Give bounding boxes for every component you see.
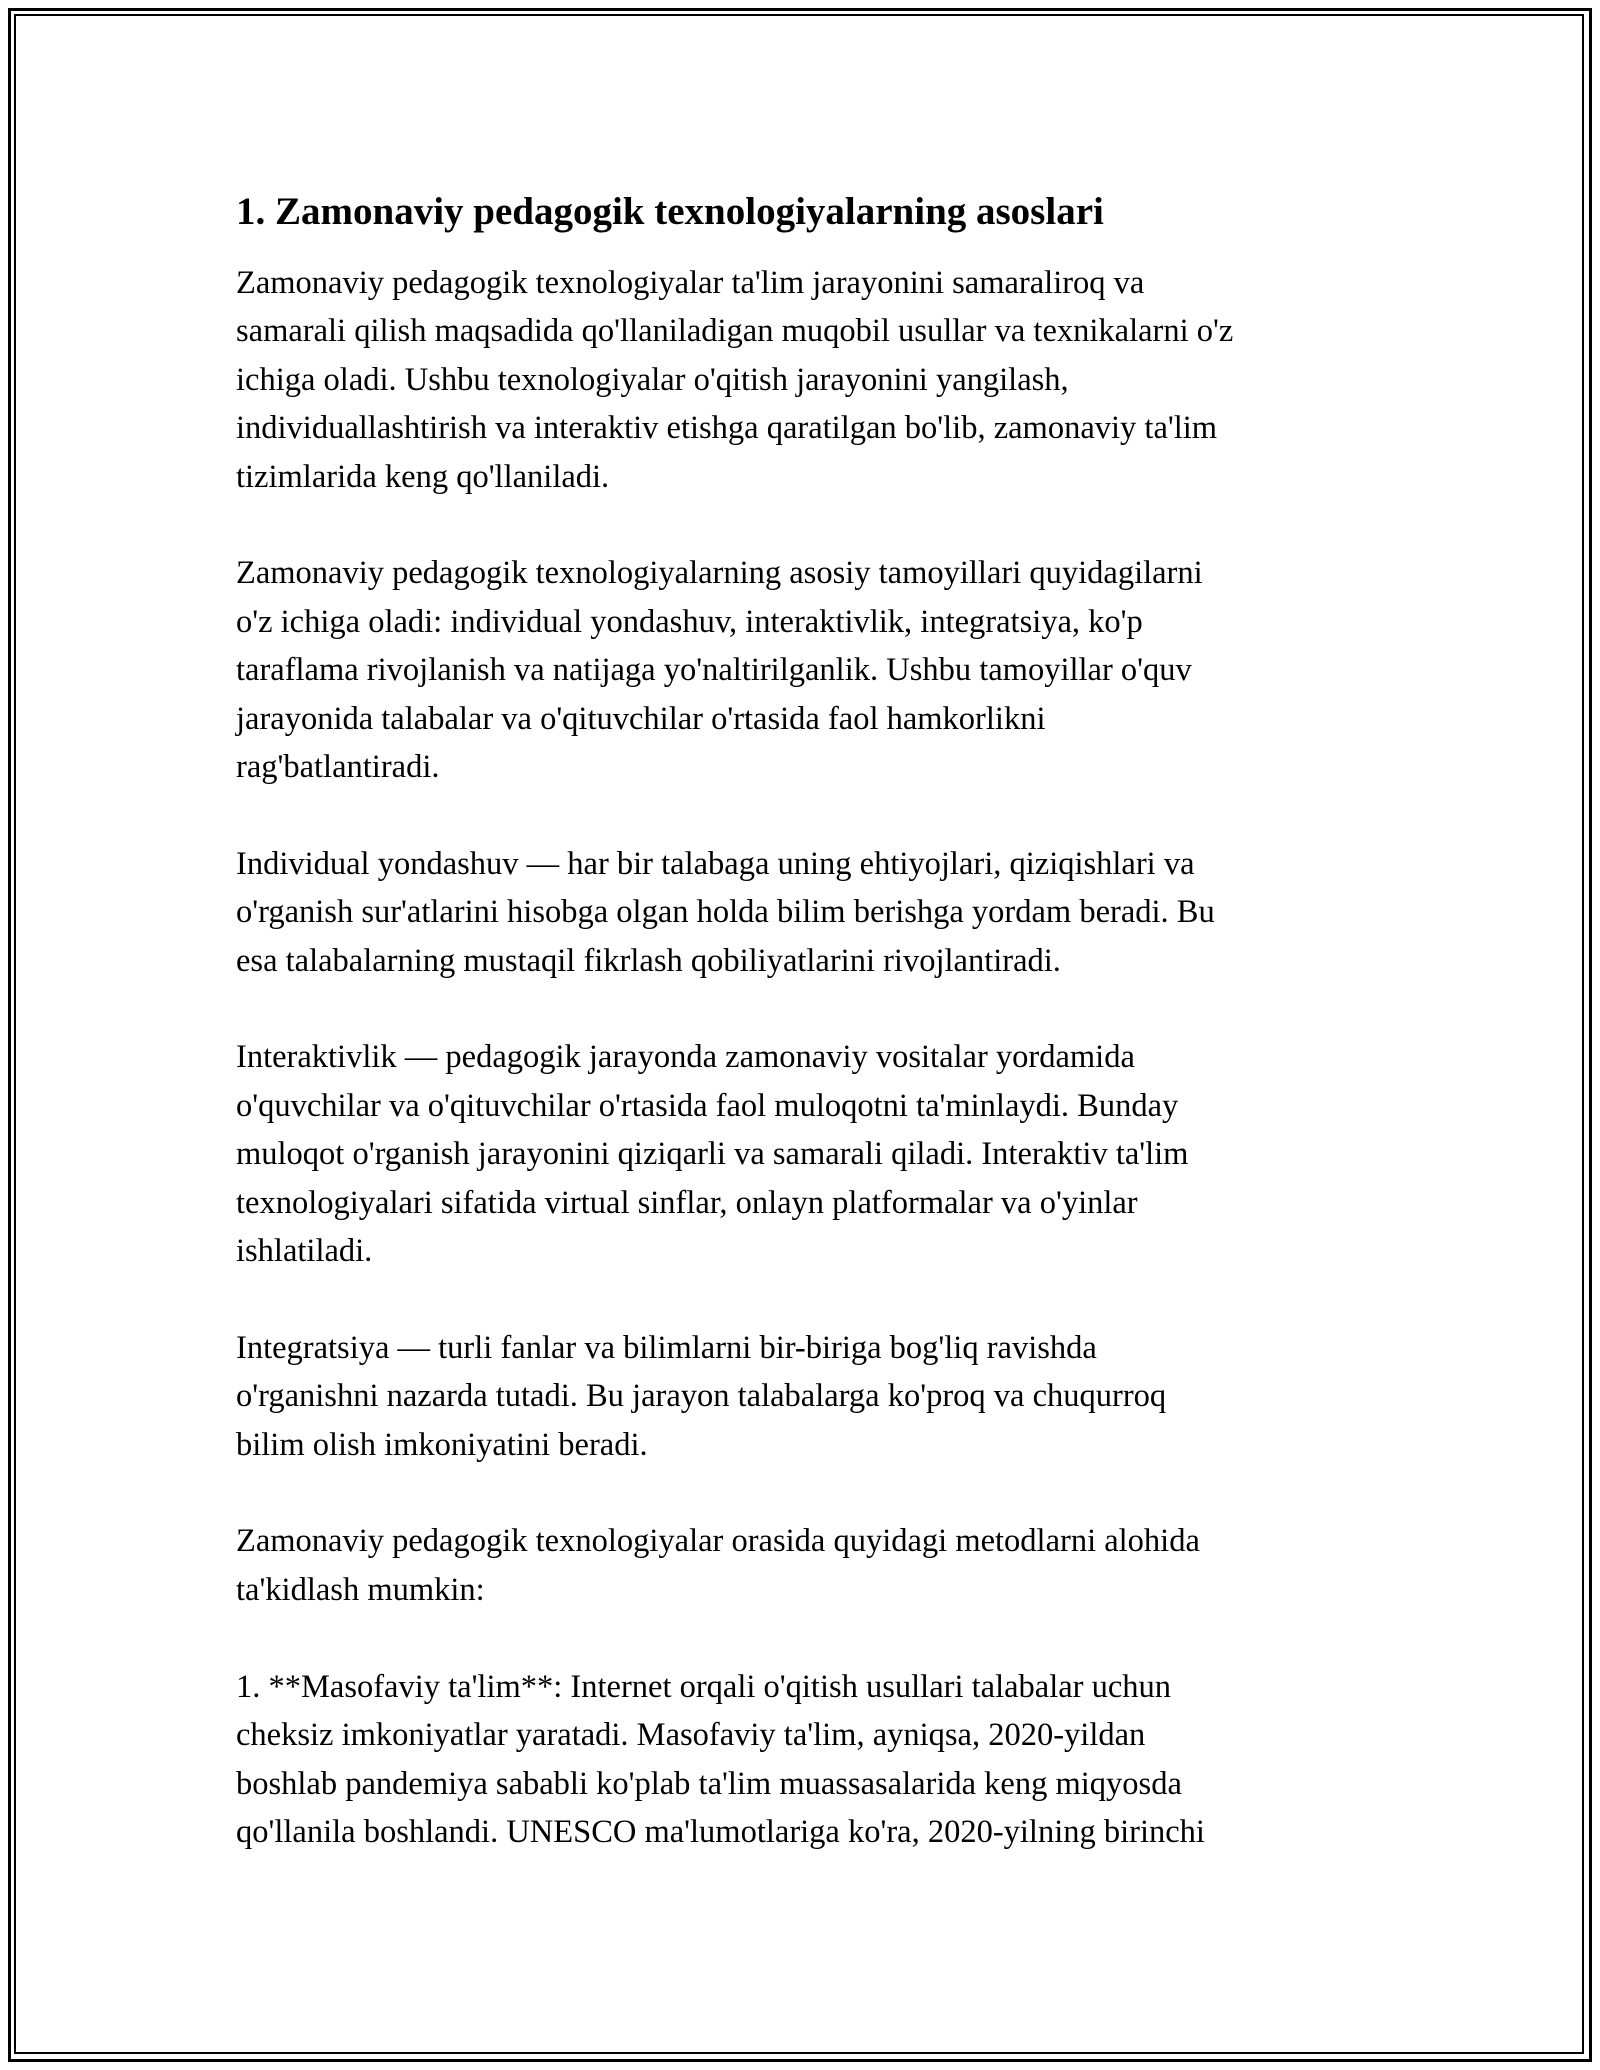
document-body — [236, 188, 1366, 1905]
text-line: o'quvchilar va o'qituvchilar o'rtasida faol muloqotni ta'minlaydi. Bunday — [236, 1087, 1179, 1124]
text-line: Zamonaviy pedagogik texnologiyalarning asosiy tamoyillari quyidagilarni — [236, 555, 1203, 592]
text-line: samarali qilish maqsadida qo'llaniladigan muqobil usullar va texnikalarni o'z — [236, 313, 1234, 350]
text-line: texnologiyalari sifatida virtual sinflar, onlayn platformalar va o'yinlar — [236, 1184, 1138, 1221]
paragraph — [236, 259, 1366, 501]
text-line: ichiga oladi. Ushbu texnologiyalar o'qitish jarayonini yangilash, — [236, 361, 1069, 398]
text-line: ishlatiladi. — [236, 1233, 373, 1270]
text-line: qo'llanila boshlandi. UNESCO ma'lumotlariga ko'ra, 2020-yilning birinchi — [236, 1813, 1205, 1850]
paragraph — [236, 1517, 1366, 1614]
text-line: Zamonaviy pedagogik texnologiyalar ta'lim jarayonini samaraliroq va — [236, 265, 1145, 301]
text-line: o'z ichiga oladi: individual yondashuv, interaktivlik, integratsiya, ko'p — [236, 603, 1143, 640]
paragraph-list — [236, 259, 1366, 1856]
section-heading: 1. Zamonaviy pedagogik texnologiyalarning asoslari — [236, 190, 1104, 233]
text-line: tizimlarida keng qo'llaniladi. — [236, 458, 610, 495]
text-line: rag'batlantiradi. — [236, 749, 440, 786]
text-line: boshlab pandemiya sababli ko'plab ta'lim muassasalarida keng miqyosda — [236, 1765, 1182, 1802]
text-line: muloqot o'rganish jarayonini qiziqarli va samarali qiladi. Interaktiv ta'lim — [236, 1136, 1189, 1173]
text-line: jarayonida talabalar va o'qituvchilar o'rtasida faol hamkorlikni — [236, 700, 1046, 737]
text-line: individuallashtirish va interaktiv etishga qaratilgan bo'lib, zamonaviy ta'lim — [236, 410, 1218, 447]
text-line: Integratsiya — turli fanlar va bilimlarni bir-biriga bog'liq ravishda — [236, 1329, 1097, 1366]
text-line: Individual yondashuv — har bir talabaga uning ehtiyojlari, qiziqishlari va — [236, 845, 1195, 882]
text-line: 1. **Masofaviy ta'lim**: Internet orqali o'qitish usullari talabalar uchun — [236, 1668, 1172, 1705]
text-line: ta'kidlash mumkin: — [236, 1571, 485, 1608]
text-line: esa talabalarning mustaqil fikrlash qobiliyatlarini rivojlantiradi. — [236, 942, 1061, 979]
text-line: taraflama rivojlanish va natijaga yo'naltirilganlik. Ushbu tamoyillar o'quv — [236, 652, 1192, 689]
text-line: cheksiz imkoniyatlar yaratadi. Masofaviy ta'lim, ayniqsa, 2020-yildan — [236, 1717, 1146, 1754]
paragraph — [236, 1663, 1366, 1857]
text-line: o'rganishni nazarda tutadi. Bu jarayon talabalarga ko'proq va chuqurroq — [236, 1378, 1167, 1415]
paragraph — [236, 549, 1366, 791]
paragraph — [236, 1324, 1366, 1469]
text-line: Zamonaviy pedagogik texnologiyalar orasida quyidagi metodlarni alohida — [236, 1523, 1200, 1560]
paragraph — [236, 1033, 1366, 1275]
text-line: bilim olish imkoniyatini beradi. — [236, 1426, 648, 1463]
text-line: Interaktivlik — pedagogik jarayonda zamonaviy vositalar yordamida — [236, 1039, 1135, 1076]
paragraph — [236, 840, 1366, 985]
text-line: o'rganish sur'atlarini hisobga olgan holda bilim berishga yordam beradi. Bu — [236, 894, 1215, 931]
